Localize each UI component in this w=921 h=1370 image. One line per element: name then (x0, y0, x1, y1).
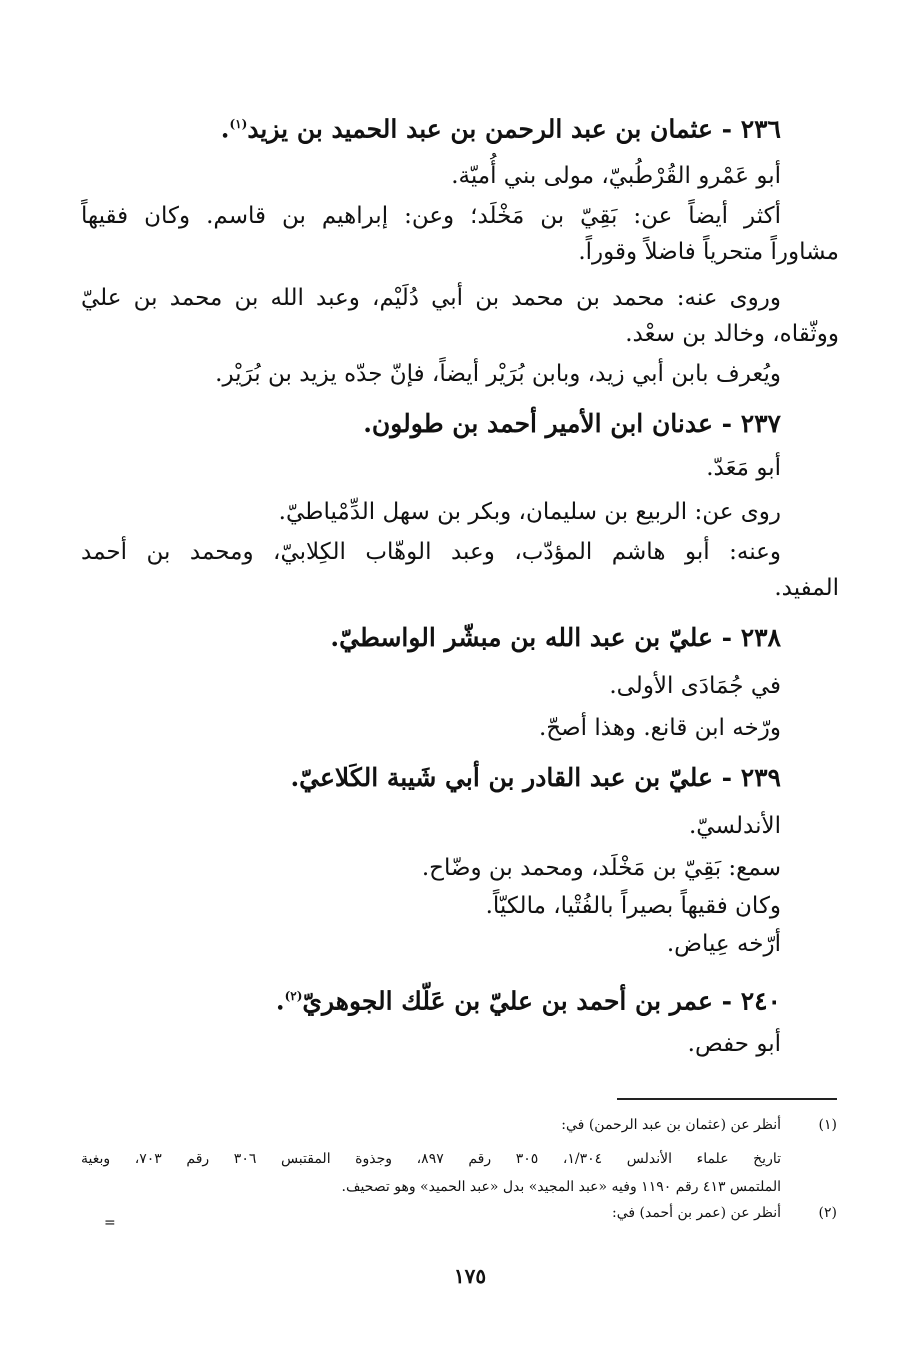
entry-236-line-4: وروى عنه: محمد بن محمد بن أبي دُلَيْم، وعبد الله بن محمد بن عليّ (81, 285, 781, 311)
entry-237-line-1: أبو مَعَدّ. (706, 455, 781, 481)
footnote-1-line-2: تاريخ علماء الأندلس ١/٣٠٤، ٣٠٥ رقم ٨٩٧، وجذوة المقتبس ٣٠٦ رقم ٧٠٣، وبغية (81, 1151, 782, 1167)
footnote-separator (617, 1098, 837, 1100)
page-number: ١٧٥ (453, 1264, 487, 1288)
continuation-mark: = (104, 1215, 116, 1231)
entry-239-line-1: الأندلسيّ. (689, 813, 781, 839)
footnote-1-line-3: الملتمس ٤١٣ رقم ١١٩٠ وفيه «عبد المجيد» بدل «عبد الحميد» وهو تصحيف. (341, 1179, 781, 1195)
entry-238-line-1: في جُمَادَى الأولى. (609, 673, 781, 699)
entry-237-line-3: وعنه: أبو هاشم المؤدّب، وعبد الوهّاب الكِلابيّ، ومحمد بن أحمد (81, 539, 781, 565)
entry-236-heading: ٢٣٦ - عثمان بن عبد الرحمن بن عبد الحميد بن يزيد$^{(١)}$. (220, 114, 781, 144)
entry-238-line-2: ورّخه ابن قانع. وهذا أصحّ. (538, 715, 781, 741)
entry-239-line-4: أرّخه عِياض. (666, 931, 781, 957)
entry-236-line-1: أبو عَمْرو القُرْطُبيّ، مولى بني أُميّة. (451, 163, 781, 189)
footnote-ref-1: (١) (229, 117, 248, 131)
footnote-1-line-1: أنظر عن (عثمان بن عبد الرحمن) في: (561, 1117, 781, 1133)
footnote-ref-2: (٢) (284, 989, 303, 1003)
entry-236-line-6: ويُعرف بابن أبي زيد، وبابن بُرَيْر أيضاً، فإنّ جدّه يزيد بن بُرَيْر. (215, 361, 781, 387)
entry-237-line-2: روى عن: الربيع بن سليمان، وبكر بن سهل الدِّمْياطيّ. (278, 499, 781, 525)
entry-240-heading: ٢٤٠ - عمر بن أحمد بن عليّ بن عَلّك الجوهريّ$^{(٢)}$. (275, 986, 781, 1016)
footnote-2-number: (٢) (818, 1205, 837, 1221)
entry-240-line-1: أبو حفص. (687, 1031, 781, 1057)
entry-239-line-2: سمع: بَقِيّ بن مَخْلَد، ومحمد بن وضّاح. (421, 855, 781, 881)
entry-239-heading: ٢٣٩ - عليّ بن عبد القادر بن أبي شَيبة الكَلاعيّ. (290, 763, 781, 792)
entry-237-heading: ٢٣٧ - عدنان ابن الأمير أحمد بن طولون. (363, 409, 781, 438)
entry-239-line-3: وكان فقيهاً بصيراً بالفُتْيا، مالكيّاً. (485, 893, 781, 919)
entry-236-line-5: ووثّقاه، وخالد بن سعْد. (625, 321, 839, 347)
footnote-2-line-1: أنظر عن (عمر بن أحمد) في: (612, 1205, 781, 1221)
footnote-1-number: (١) (818, 1117, 837, 1133)
entry-238-heading: ٢٣٨ - عليّ بن عبد الله بن مبشّر الواسطيّ. (330, 623, 781, 652)
entry-236-line-2: أكثر أيضاً عن: بَقِيّ بن مَخْلَد؛ وعن: إبراهيم بن قاسم. وكان فقيهاً (81, 203, 781, 229)
entry-237-line-4: المفيد. (774, 575, 839, 601)
entry-236-line-3: مشاوراً متحرياً فاضلاً وقوراً. (578, 239, 839, 265)
